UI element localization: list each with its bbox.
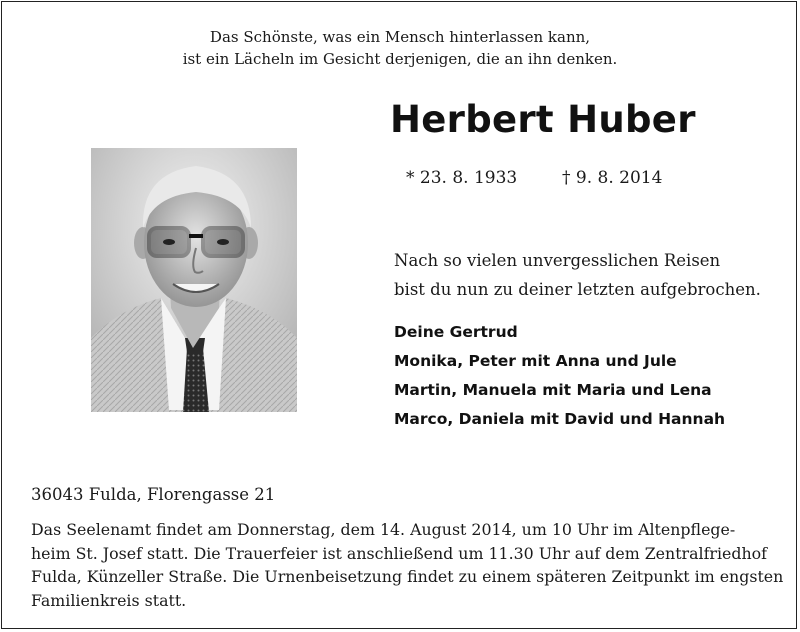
- mourner-entry: Deine Gertrud: [394, 323, 518, 341]
- verse-line-2: bist du nun zu deiner letzten aufgebrochen.: [394, 280, 761, 299]
- notice-line-4: Familienkreis statt.: [31, 590, 187, 610]
- notice-line-3: Fulda, Künzeller Straße. Die Urnenbeisetzung findet zu einem späteren Zeitpunkt im engsten: [31, 567, 784, 586]
- mourner-entry: Monika, Peter mit Anna und Jule: [394, 352, 677, 370]
- notice-line-2: heim St. Josef statt. Die Trauerfeier ist anschließend um 11.30 Uhr auf dem Zentralfriedhof: [31, 543, 768, 563]
- deceased-name: Herbert Huber: [390, 98, 696, 141]
- mourners-list: [394, 318, 725, 434]
- death-date: † 9. 8. 2014: [562, 168, 663, 188]
- birth-date: * 23. 8. 1933: [406, 168, 518, 188]
- notice-line-1: Das Seelenamt findet am Donnerstag, dem 14. August 2014, um 10 Uhr im Altenpflege-: [31, 520, 736, 539]
- portrait-photo: [91, 148, 297, 412]
- motto-line-1: Das Schönste, was ein Mensch hinterlassen kann,: [209, 28, 591, 46]
- obituary-frame: [1, 1, 797, 629]
- verse-text: [394, 246, 761, 304]
- mourner-address: 36043 Fulda, Florengasse 21: [31, 485, 276, 504]
- funeral-notice: [31, 518, 784, 612]
- mourner-entry: Martin, Manuela mit Maria und Lena: [394, 381, 712, 399]
- motto-line-2: ist ein Lächeln im Gesicht derjenigen, die an ihn denken.: [182, 50, 618, 68]
- motto-quote: [2, 26, 798, 70]
- verse-line-1: Nach so vielen unvergesslichen Reisen: [394, 251, 721, 270]
- mourner-entry: Marco, Daniela mit David und Hannah: [394, 410, 726, 428]
